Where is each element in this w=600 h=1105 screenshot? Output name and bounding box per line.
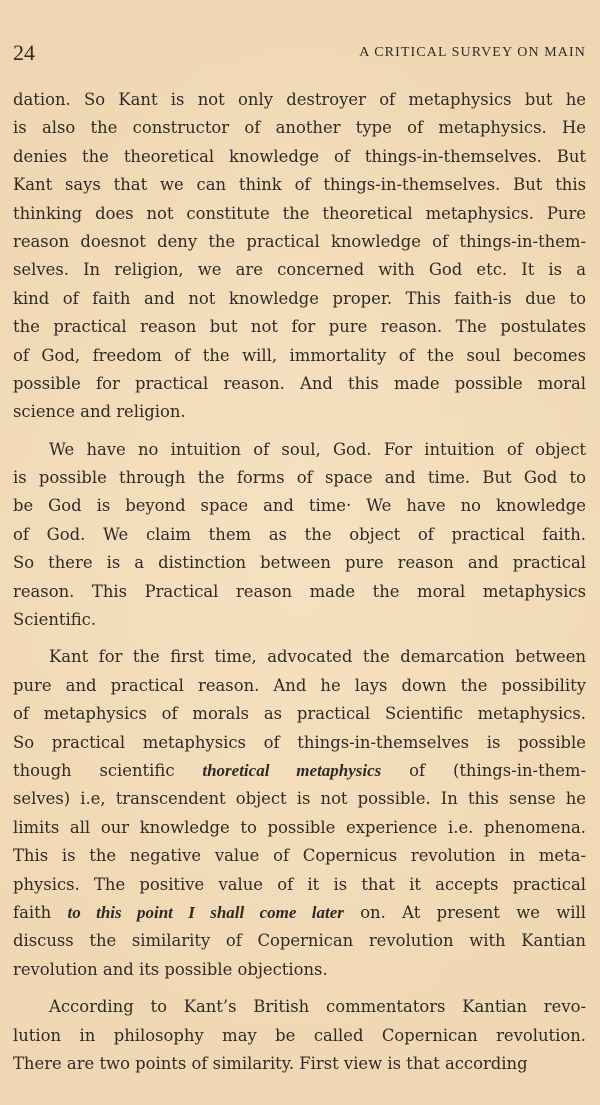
text-run: thinking does not constitute the theoretical metaphysics. Pure	[13, 203, 586, 223]
emphasized-text: thoretical metaphysics	[202, 760, 382, 780]
text-run: pure and practical reason. And he lays down the possibility	[13, 675, 586, 695]
text-line	[13, 927, 586, 955]
text-line	[13, 956, 586, 984]
text-line	[13, 993, 586, 1021]
text-run: of metaphysics of morals as practical Scientific metaphysics.	[13, 704, 586, 724]
page-number: 24	[13, 40, 35, 65]
text-run: revolution and its possible objections.	[13, 959, 328, 979]
paragraph	[13, 86, 586, 427]
text-run: the practical reason but not for pure reason. The postulates	[13, 317, 586, 337]
text-run: Kant for the first time, advocated the demarcation between	[49, 647, 586, 667]
text-run: There are two points of similarity. First view is that according	[13, 1053, 528, 1073]
text-line	[13, 871, 586, 899]
text-run: science and religion.	[13, 402, 186, 422]
running-head	[13, 38, 586, 68]
running-title: A CRITICAL SURVEY ON MAIN	[359, 45, 586, 60]
text-line	[13, 492, 586, 520]
text-run: reason. This Practical reason made the moral metaphysics	[13, 581, 586, 601]
text-line	[13, 757, 586, 785]
text-run: of (things-in-them-	[381, 760, 586, 780]
text-line	[13, 643, 586, 671]
text-run: discuss the similarity of Copernican revolution with Kantian	[13, 931, 586, 951]
text-run: limits all our knowledge to possible experience i.e. phenomena.	[13, 817, 586, 837]
text-run: is possible through the forms of space and time. But God to	[13, 468, 586, 488]
text-line	[13, 578, 586, 606]
text-line	[13, 86, 586, 114]
text-line	[13, 899, 586, 927]
text-run: lution in philosophy may be called Copernican revolution.	[13, 1025, 586, 1045]
text-run: physics. The positive value of it is that it accepts practical	[13, 874, 586, 894]
text-line	[13, 370, 586, 398]
text-run: of God. We claim them as the object of practical faith.	[13, 524, 586, 544]
text-run: So there is a distinction between pure reason and practical	[13, 553, 586, 573]
text-run: dation. So Kant is not only destroyer of metaphysics but he	[13, 90, 586, 109]
body-text	[13, 86, 586, 1078]
text-run: on. At present we will	[343, 902, 586, 922]
text-run: possible for practical reason. And this made possible moral	[13, 373, 586, 393]
text-line	[13, 606, 586, 634]
text-run: kind of faith and not knowledge proper. This faith-is due to	[13, 288, 586, 308]
paragraph	[13, 643, 586, 984]
text-line	[13, 171, 586, 199]
text-line	[13, 672, 586, 700]
text-run: We have no intuition of soul, God. For intuition of object	[49, 439, 586, 459]
text-line	[13, 313, 586, 341]
text-line	[13, 200, 586, 228]
paragraph	[13, 436, 586, 635]
text-line	[13, 228, 586, 256]
text-line	[13, 700, 586, 728]
text-run: This is the negative value of Copernicus revolution in meta-	[13, 846, 586, 866]
text-line	[13, 114, 586, 142]
text-line	[13, 342, 586, 370]
text-line	[13, 785, 586, 813]
emphasized-text: to this point I shall come later	[67, 902, 344, 922]
text-run: denies the theoretical knowledge of things-in-themselves. But	[13, 146, 586, 166]
text-run: be God is beyond space and time· We have no knowledge	[13, 496, 586, 516]
text-line	[13, 521, 586, 549]
text-run: is also the constructor of another type of metaphysics. He	[13, 118, 586, 138]
text-run: faith	[13, 902, 68, 922]
text-run: Scientific.	[13, 610, 97, 630]
text-run: of God, freedom of the will, immortality of the soul becomes	[13, 345, 586, 365]
text-line	[13, 436, 586, 464]
text-run: Kant says that we can think of things-in-themselves. But this	[13, 175, 586, 195]
text-line	[13, 842, 586, 870]
paragraph	[13, 993, 586, 1078]
text-line	[13, 143, 586, 171]
text-line	[13, 729, 586, 757]
text-run: So practical metaphysics of things-in-themselves is possible	[13, 732, 586, 752]
text-line	[13, 549, 586, 577]
text-run: selves) i.e, transcendent object is not possible. In this sense he	[13, 789, 586, 809]
text-run: reason doesnot deny the practical knowledge of things-in-them-	[13, 231, 586, 251]
text-line	[13, 398, 586, 426]
text-line	[13, 814, 586, 842]
text-line	[13, 464, 586, 492]
text-line	[13, 1050, 586, 1078]
text-line	[13, 256, 586, 284]
text-run: According to Kant’s British commentators Kantian revo-	[49, 997, 586, 1017]
text-line	[13, 285, 586, 313]
text-line	[13, 1022, 586, 1050]
text-run: though scientific	[13, 760, 203, 780]
text-run: selves. In religion, we are concerned with God etc. It is a	[13, 260, 586, 280]
